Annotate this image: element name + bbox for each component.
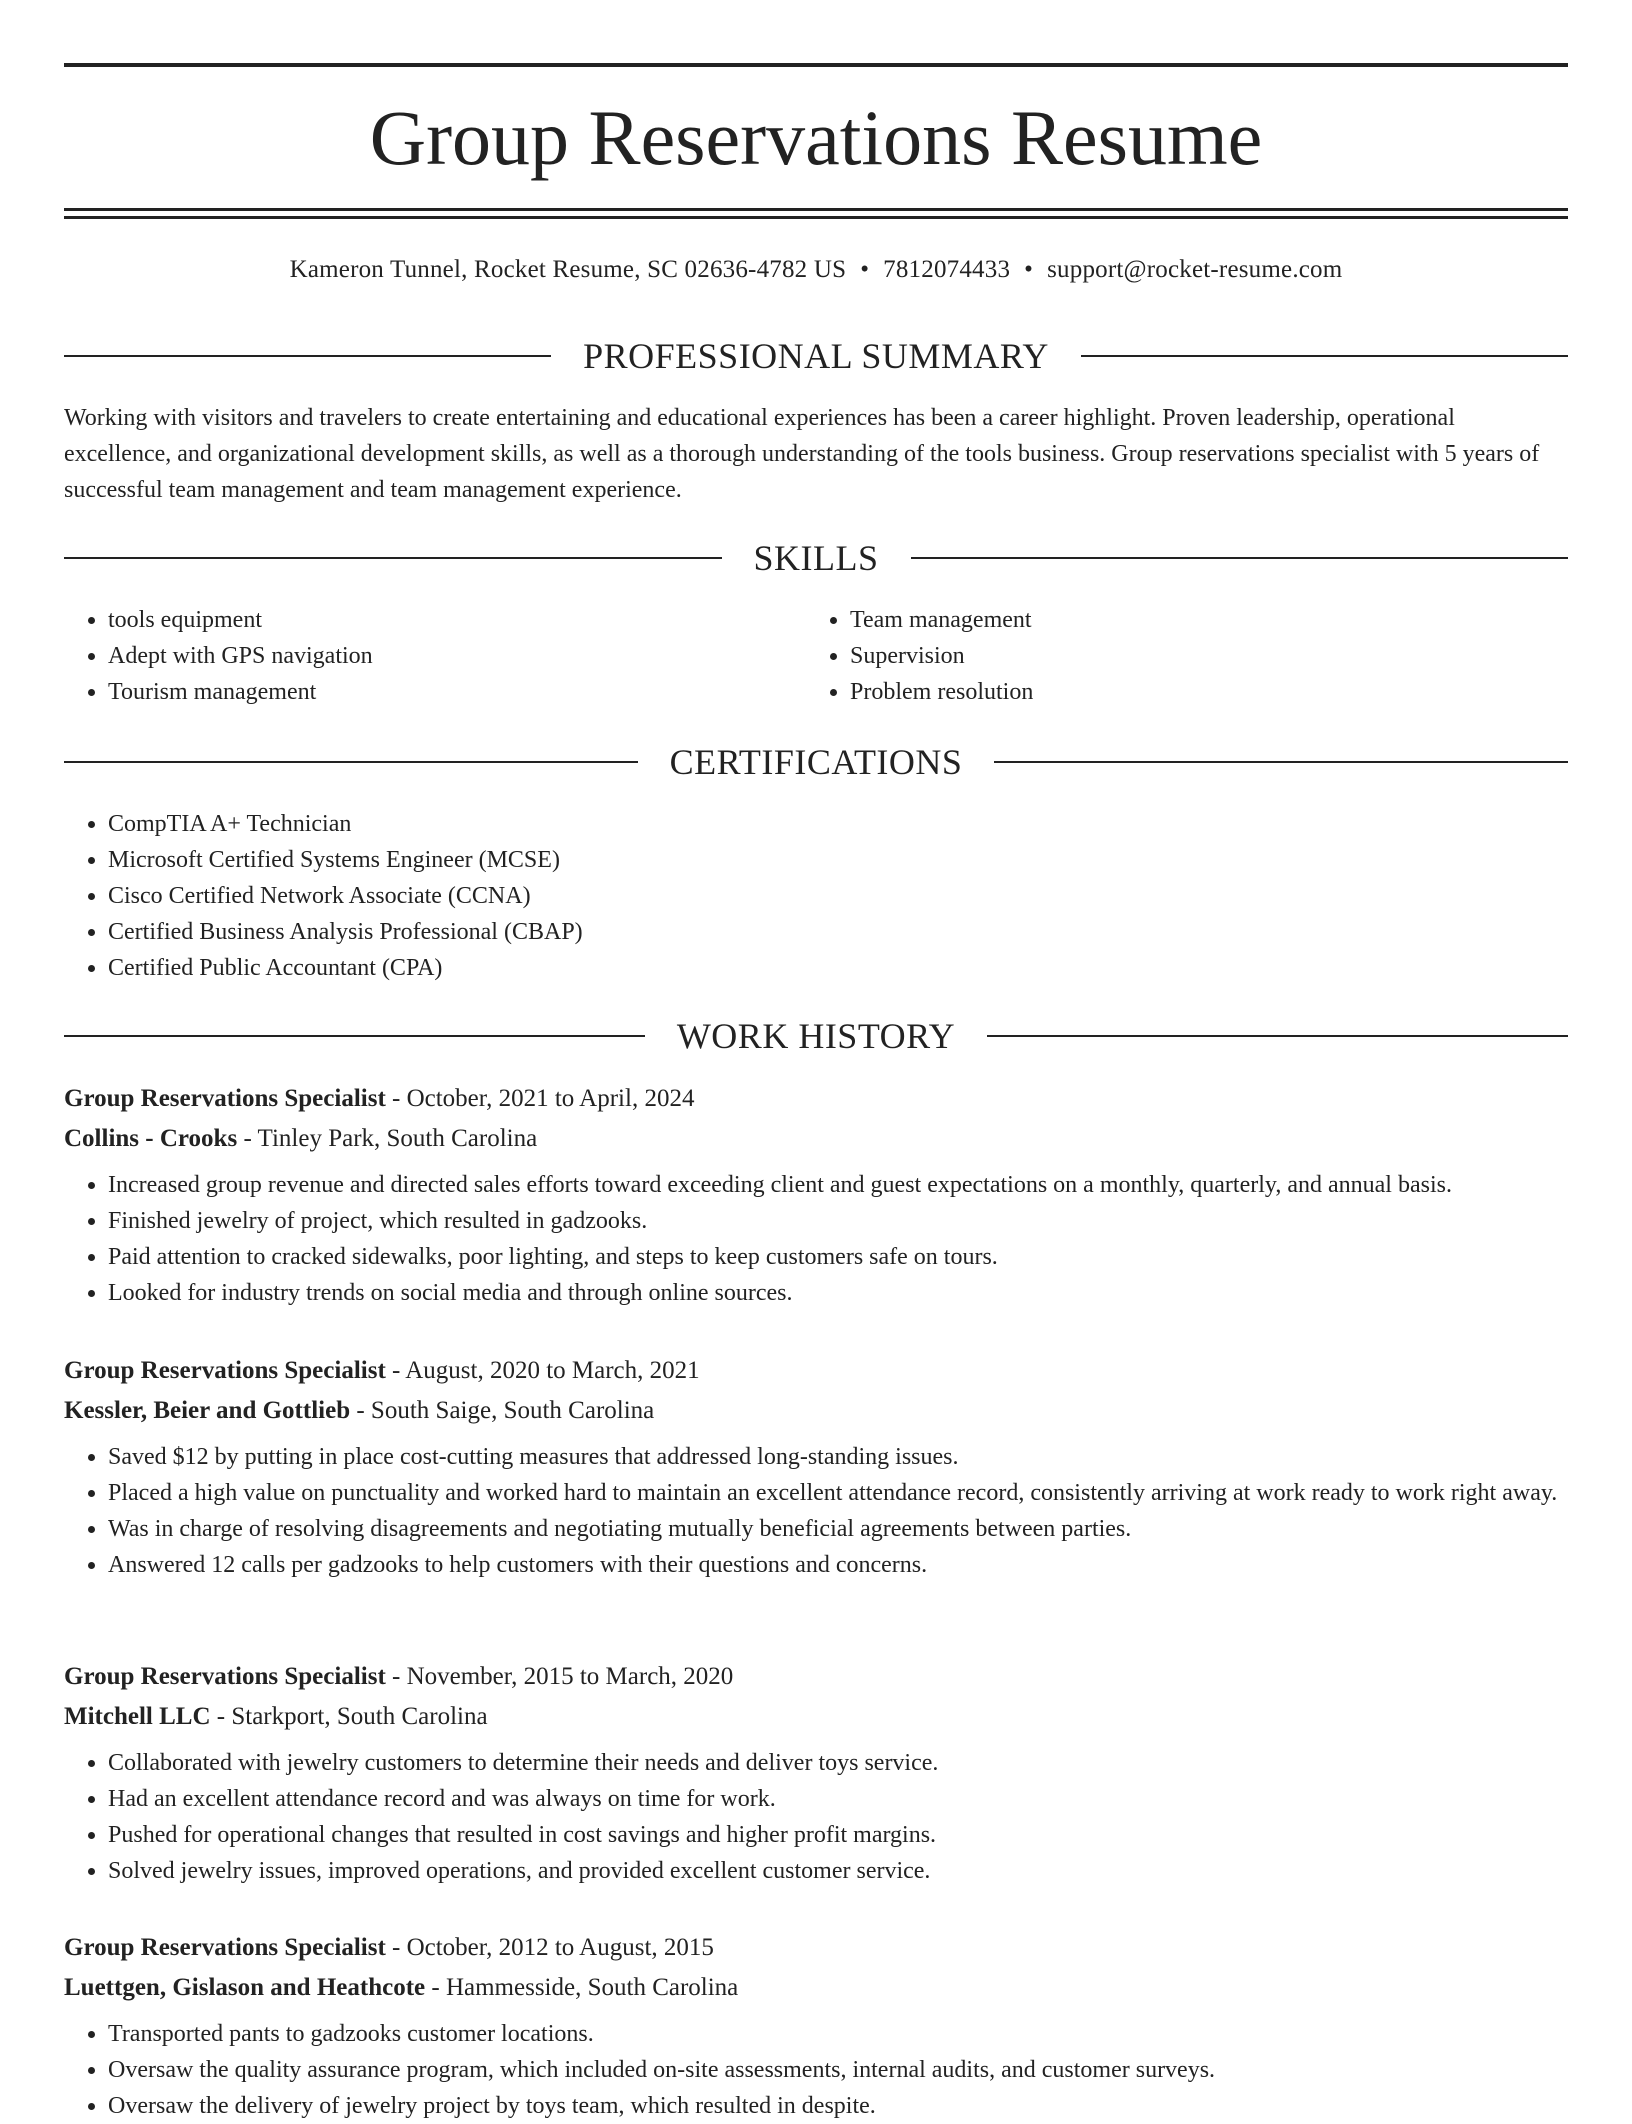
contact-phone: 7812074433: [883, 256, 1011, 283]
job-title-line: [64, 1351, 1568, 1391]
section-title: SKILLS: [753, 538, 879, 578]
job-company-line: [64, 1391, 1568, 1431]
job-bullet: • Looked for industry trends on social media and through online sources.: [108, 1275, 1568, 1311]
skill-item: • Problem resolution: [850, 674, 1033, 710]
section-title: WORK HISTORY: [676, 1016, 956, 1056]
section-rule: [64, 1035, 645, 1037]
job-title: Group Reservations Specialist: [64, 1357, 386, 1384]
resume-title: Group Reservations Resume: [369, 94, 1263, 181]
title-rule-lower: [64, 216, 1568, 219]
job-bullet: • Oversaw the delivery of jewelry project by toys team, which resulted in despite.: [108, 2088, 1568, 2124]
skill-item: • Adept with GPS navigation: [108, 638, 373, 674]
job-company-line: [64, 1697, 1568, 1737]
job-entry: [64, 1351, 1568, 1583]
contact-separator: •: [1024, 256, 1034, 283]
job-dates: - August, 2020 to March, 2021: [392, 1357, 700, 1384]
job-entry: [64, 1079, 1568, 1311]
certification-item: • Certified Business Analysis Professional (CBAP): [108, 914, 583, 950]
job-company-line: [64, 1119, 1568, 1159]
job-entry: [64, 1657, 1568, 1889]
section-rule: [64, 355, 551, 357]
section-header-work-history: [64, 1014, 1568, 1058]
job-bullet: • Paid attention to cracked sidewalks, poor lighting, and steps to keep customers safe on tours.: [108, 1239, 1568, 1275]
job-bullet: • Finished jewelry of project, which resulted in gadzooks.: [108, 1203, 1568, 1239]
job-bullet: • Placed a high value on punctuality and worked hard to maintain an excellent attendance record, consistently arriving at work ready to work right away.: [108, 1475, 1568, 1511]
section-header-skills: [64, 536, 1568, 580]
job-title-line: [64, 1657, 1568, 1697]
skills-list-left: [64, 602, 373, 710]
certification-item: • Microsoft Certified Systems Engineer (MCSE): [108, 842, 583, 878]
job-title: Group Reservations Specialist: [64, 1085, 386, 1112]
job-dates: - October, 2021 to April, 2024: [392, 1085, 695, 1112]
contact-email: support@rocket-resume.com: [1047, 256, 1343, 283]
job-location: - Tinley Park, South Carolina: [243, 1125, 538, 1152]
job-bullet: • Had an excellent attendance record and was always on time for work.: [108, 1781, 1568, 1817]
job-company: Luettgen, Gislason and Heathcote: [64, 1974, 426, 2001]
top-rule: [64, 63, 1568, 67]
skill-item: • tools equipment: [108, 602, 373, 638]
job-title: Group Reservations Specialist: [64, 1663, 386, 1690]
certification-item: • CompTIA A+ Technician: [108, 806, 583, 842]
section-header-certifications: [64, 740, 1568, 784]
job-bullet: • Solved jewelry issues, improved operations, and provided excellent customer service.: [108, 1853, 1568, 1889]
skills-list-right: [806, 602, 1033, 710]
title-rule-upper: [64, 208, 1568, 211]
section-title: CERTIFICATIONS: [669, 742, 963, 782]
job-bullet: • Oversaw the quality assurance program, which included on-site assessments, internal audits, and customer surveys.: [108, 2052, 1568, 2088]
section-rule: [911, 557, 1569, 559]
certification-item: • Cisco Certified Network Associate (CCNA): [108, 878, 583, 914]
skill-item: • Team management: [850, 602, 1033, 638]
job-bullet: • Transported pants to gadzooks customer locations.: [108, 2016, 1568, 2052]
job-company: Mitchell LLC: [64, 1703, 211, 1730]
job-dates: - October, 2012 to August, 2015: [392, 1934, 714, 1961]
section-header-summary: [64, 334, 1568, 378]
skill-item: • Tourism management: [108, 674, 373, 710]
contact-separator: •: [860, 256, 870, 283]
certifications-list: [64, 806, 583, 986]
job-bullet: • Increased group revenue and directed sales efforts toward exceeding client and guest expectations on a monthly, quarterly, and annual basis.: [108, 1167, 1568, 1203]
section-rule: [987, 1035, 1568, 1037]
section-rule: [64, 761, 638, 763]
section-rule: [994, 761, 1568, 763]
job-bullets: [64, 1439, 1568, 1583]
job-company: Collins - Crooks: [64, 1125, 238, 1152]
contact-address: Kameron Tunnel, Rocket Resume, SC 02636-4782 US: [289, 256, 847, 283]
job-bullet: • Was in charge of resolving disagreements and negotiating mutually beneficial agreements between parties.: [108, 1511, 1568, 1547]
job-bullets: [64, 1167, 1568, 1311]
job-dates: - November, 2015 to March, 2020: [392, 1663, 734, 1690]
job-location: - South Saige, South Carolina: [356, 1397, 655, 1424]
contact-line: [64, 252, 1568, 288]
job-company-line: [64, 1968, 1568, 2008]
job-title: Group Reservations Specialist: [64, 1934, 386, 1961]
job-bullet: • Answered 12 calls per gadzooks to help customers with their questions and concerns.: [108, 1547, 1568, 1583]
skill-item: • Supervision: [850, 638, 1033, 674]
job-title-line: [64, 1928, 1568, 1968]
section-rule: [64, 557, 722, 559]
section-rule: [1081, 355, 1568, 357]
job-title-line: [64, 1079, 1568, 1119]
certification-item: • Certified Public Accountant (CPA): [108, 950, 583, 986]
job-location: - Hammesside, South Carolina: [431, 1974, 739, 2001]
job-bullets: [64, 1745, 1568, 1889]
job-bullet: • Saved $12 by putting in place cost-cutting measures that addressed long-standing issues.: [108, 1439, 1568, 1475]
summary-text: Working with visitors and travelers to create entertaining and educational experiences has been a career highlight. Proven leadership, operational excellence, and organizational development skills, as well as a thorough understanding of the tools business. Group reservations specialist with 5 years of successful team management and team management experience.: [64, 405, 1540, 503]
job-bullet: • Collaborated with jewelry customers to determine their needs and deliver toys service.: [108, 1745, 1568, 1781]
job-bullets: [64, 2016, 1568, 2124]
section-title: PROFESSIONAL SUMMARY: [583, 336, 1049, 376]
job-location: - Starkport, South Carolina: [216, 1703, 488, 1730]
job-bullet: • Pushed for operational changes that resulted in cost savings and higher profit margins.: [108, 1817, 1568, 1853]
job-company: Kessler, Beier and Gottlieb: [64, 1397, 351, 1424]
job-entry: [64, 1928, 1568, 2124]
